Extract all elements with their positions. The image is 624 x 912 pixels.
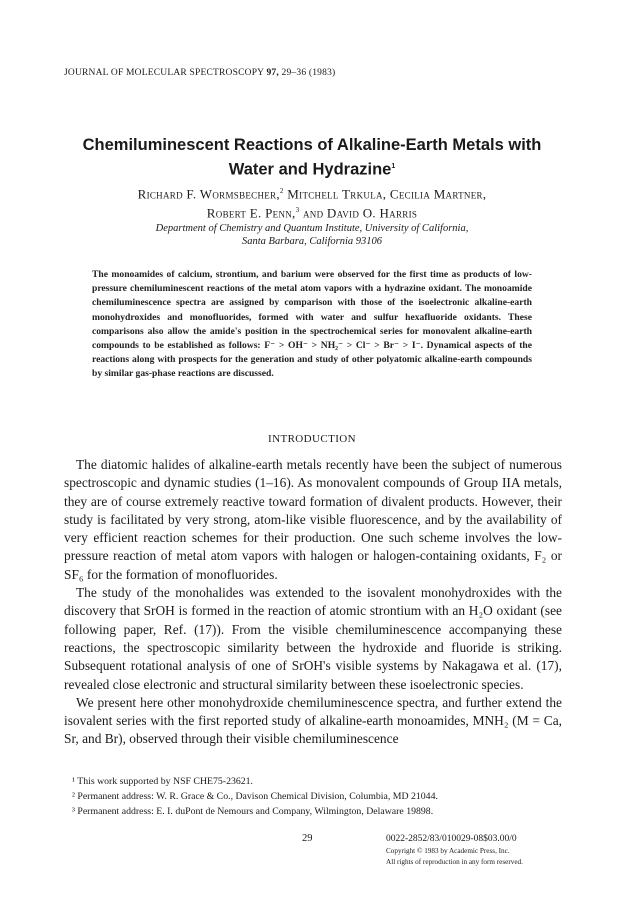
journal-header: [64, 68, 335, 78]
author-line-2: Robert E. Penn,$^3$ and David O. Harris: [206, 205, 418, 221]
journal-volume: 97,: [266, 68, 279, 78]
title-footnote-mark: 1: [391, 163, 396, 170]
body-paragraph: The diatomic halides of alkaline-earth metals recently have been the subject of numerous spectroscopic and dynamic studies (1–16). As monovalent compounds of Group IIA metals, they are of course extremely reactive toward formation of divalent products. However, their study is facilitated by very strong, atom-like visible fluorescence, and by the availability of very efficient reaction schemes for their production. One such scheme involves the low-pressure reaction of metal atom vapors with halogen or halogen-containing oxidants, F₂ or SF₆ for the formation of monofluorides.: [64, 457, 562, 582]
body-text: [64, 456, 562, 749]
affiliation-line-2: Santa Barbara, California 93106: [241, 236, 382, 247]
author-footnote-mark-3: 3: [295, 206, 300, 215]
rights-line: All rights of reproduction in any form reserved.: [386, 857, 523, 866]
abstract: The monoamides of calcium, strontium, and barium were observed for the first time as products of low-pressure chemiluminescent reactions of the metal atom vapors with a hydrazine oxidant. The monoamide chemiluminescence spectra are assigned by comparison with those of the isoelectronic alkaline-earth monohydroxides and monofluorides, formed with water and sulfur hexafluoride oxidants. These comparisons also allow the amide's position in the spectrochemical series for monovalent alkaline-earth compounds to be established as follows: F⁻ > OH⁻ > NH₂⁻ > Cl⁻ > Br⁻ > I⁻. Dynamical aspects of the reactions along with prospects for the generation and study of other polyatomic alkaline-earth compounds by similar gas-phase reactions are discussed.: [92, 269, 532, 380]
author-footnote-mark-2: 2: [279, 187, 284, 195]
affiliation-line-1: Department of Chemistry and Quantum Institute, University of California,: [155, 223, 469, 234]
title-line-1: Chemiluminescent Reactions of Alkaline-Earth Metals with: [82, 136, 542, 154]
copyright-line: Copyright © 1983 by Academic Press, Inc.: [386, 846, 510, 855]
author-list: [60, 183, 564, 222]
article-title: [60, 135, 564, 181]
body-paragraph: The study of the monohalides was extended to the isovalent monohydroxides with the discovery that SrOH is formed in the reaction of atomic strontium with an H₂O oxidant (see following paper, Ref. (17)). From the visible chemiluminescence accompanying these reactions, the spectroscopic similarity between the hydroxide and fluoride is striking. Subsequent rotational analysis of one of SrOH's visible systems by Nakagawa et al. (17), revealed close electronic and structural similarity between these isoelectronic species.: [64, 585, 562, 692]
copyright-block: [386, 833, 523, 868]
body-paragraph: We present here other monohydroxide chemiluminescence spectra, and further extend the isovalent series with the first reported study of alkaline-earth monoamides, MNH₂ (M = Ca, Sr, and Br), observed through their visible chemiluminescence: [64, 694, 562, 747]
author-line-1: Richard F. Wormsbecher,$^2$ Mitchell Trkula, Cecilia Martner,: [137, 186, 487, 202]
footnote: ¹ This work supported by NSF CHE75-23621.: [72, 776, 254, 787]
journal-name: JOURNAL OF MOLECULAR SPECTROSCOPY: [64, 68, 264, 78]
affiliation: [60, 222, 564, 248]
page-number: 29: [302, 833, 313, 844]
title-line-2: Water and Hydrazine$^1$: [228, 160, 396, 179]
footnotes: [72, 774, 562, 819]
section-heading: INTRODUCTION: [268, 433, 356, 445]
footnote: ² Permanent address: W. R. Grace & Co., Davison Chemical Division, Columbia, MD 21044.: [72, 791, 438, 802]
article-code: 0022-2852/83/010029-08$03.00/0: [386, 834, 517, 844]
journal-pages-year: 29–36 (1983): [281, 68, 336, 78]
footnote: ³ Permanent address: E. I. duPont de Nemours and Company, Wilmington, Delaware 19898.: [72, 806, 434, 817]
